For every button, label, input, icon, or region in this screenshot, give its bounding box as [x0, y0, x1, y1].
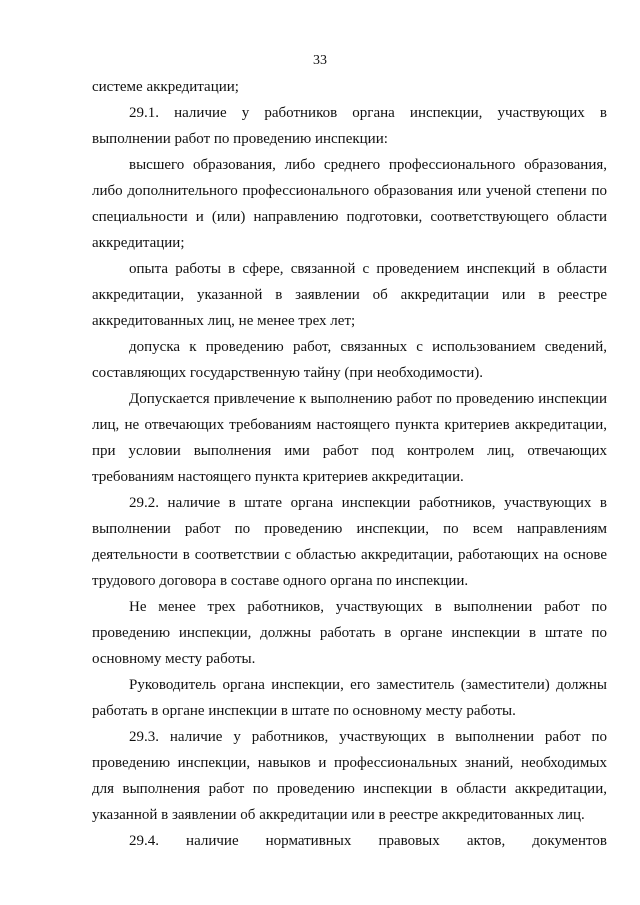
last-line-word: документов	[532, 833, 607, 849]
last-line-word: актов,	[466, 833, 506, 849]
last-line-word: 29.4.	[129, 833, 159, 849]
paragraph-29-3: 29.3. наличие у работников, участвующих в выполнении работ по проведению инспекции, навыков и профессиональных знаний, необходимых для выполнения работ по проведению инспекции в области аккредитации, указанной в заявлении об аккредитации или в реестре аккредитованных лиц.	[92, 729, 607, 823]
last-line-word: нормативных	[265, 833, 352, 849]
last-line-word: наличие	[186, 833, 239, 849]
paragraph-29-2: 29.2. наличие в штате органа инспекции работников, участвующих в выполнении работ по проведению инспекции, по всем направлениям деятельности в соответствии с областью аккредитации, работающих на основе трудового договора в составе одного органа по инспекции.	[92, 495, 607, 589]
paragraph-education: высшего образования, либо среднего профессионального образования, либо дополнительного профессионального образования или ученой степени по специальности и (или) направлению подготовки, соответствующего области аккредитации;	[92, 157, 607, 251]
page-number: 33	[313, 53, 327, 68]
paragraph-29-4-first-line	[92, 828, 607, 854]
paragraph-29-1: 29.1. наличие у работников органа инспекции, участвующих в выполнении работ по проведению инспекции:	[92, 105, 607, 147]
paragraph-min-staff: Не менее трех работников, участвующих в выполнении работ по проведению инспекции, должны работать в органе инспекции в штате по основному месту работы.	[92, 599, 607, 667]
last-line-word: правовых	[378, 833, 440, 849]
document-body	[92, 74, 607, 854]
paragraph-clearance: допуска к проведению работ, связанных с использованием сведений, составляющих государственную тайну (при необходимости).	[92, 339, 607, 381]
paragraph-head: Руководитель органа инспекции, его заместитель (заместители) должны работать в органе инспекции в штате по основному месту работы.	[92, 677, 607, 719]
paragraph-continuation: системе аккредитации;	[92, 79, 239, 95]
paragraph-experience: опыта работы в сфере, связанной с проведением инспекций в области аккредитации, указанной в заявлении об аккредитации или в реестре аккредитованных лиц, не менее трех лет;	[92, 261, 607, 329]
paragraph-exception: Допускается привлечение к выполнению работ по проведению инспекции лиц, не отвечающих требованиям настоящего пункта критериев аккредитации, при условии выполнения ими работ под контролем лиц, отвечающих требованиям настоящего пункта критериев аккредитации.	[92, 391, 607, 485]
